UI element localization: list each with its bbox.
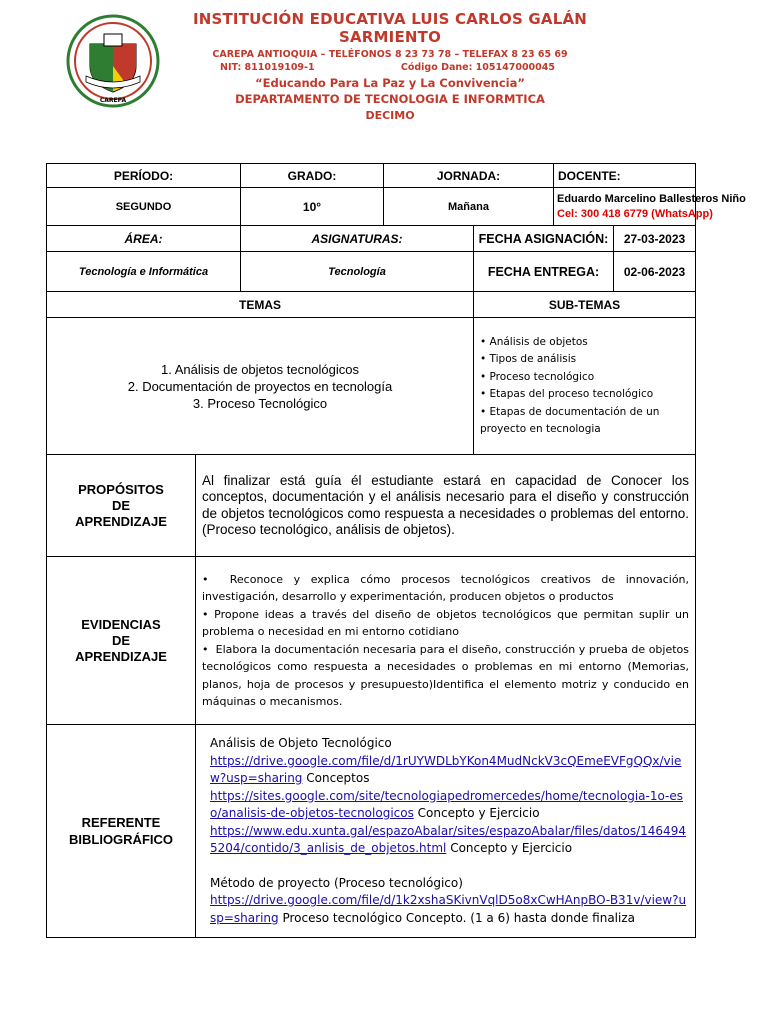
propositos-label-line: DE (111, 497, 131, 513)
subtemas-list (480, 334, 689, 439)
subtema-item: • Tipos de análisis (480, 351, 689, 369)
propositos-text: Al finalizar está guía él estudiante estará en capacidad de Conocer los conceptos, documentación y el análisis necesario para el diseño y construcción de objetos tecnológicos como respuesta a necesidades o problemas del entorno. (Proceso tecnológico, análisis de objetos). (196, 455, 696, 557)
dane-code-text: Código Dane: 105147000045 (400, 62, 555, 73)
referente-label-line: BIBLIOGRÁFICO (69, 832, 173, 847)
subtema-item: • Proceso tecnológico (480, 369, 689, 387)
fecha-entrega-value: 02-06-2023 (614, 252, 696, 292)
institution-ids (160, 62, 620, 73)
evidencias-text (196, 557, 696, 725)
tema-item: 2. Documentación de proyectos en tecnología (127, 378, 393, 394)
propositos-label (47, 455, 196, 557)
referente-entry (210, 823, 689, 858)
institution-contact: CAREPA ANTIOQUIA – TELÉFONOS 8 23 73 78 – TELEFAX 8 23 65 69 (212, 49, 568, 60)
reference-note: Concepto y Ejercicio (446, 841, 573, 855)
subtema-item: • Etapas de documentación de un proyecto en tecnologia (480, 404, 689, 439)
reference-note: Concepto y Ejercicio (413, 806, 540, 820)
subtema-item: • Análisis de objetos (480, 334, 689, 352)
referente-label (47, 725, 196, 938)
periodo-label: PERÍODO: (47, 164, 241, 188)
reference-link[interactable]: https://drive.google.com/file/d/1rUYWDLbYKon4MudNckV3cQEmeEVFgQQx/view?usp=sharing (210, 753, 682, 785)
evidencia-item: • Reconoce y explica cómo procesos tecnológicos creativos de innovación, investigación, desarrollo y experimentación, producen objetos o productos (202, 572, 690, 603)
temas-header: TEMAS (47, 292, 474, 318)
evidencia-item: • Propone ideas a través del diseño de objetos tecnológicos que permitan suplir un problema o necesidad en mi entorno cotidiano (202, 607, 690, 638)
nit-text: NIT: 811019109-1 (220, 62, 315, 73)
referente-entry (210, 788, 689, 823)
subtemas-header: SUB-TEMAS (474, 292, 696, 318)
evidencias-label-line: DE (111, 632, 131, 648)
evidencias-label (47, 557, 196, 725)
fecha-entrega-label: FECHA ENTREGA: (474, 252, 614, 292)
course-info-table (46, 163, 746, 938)
area-label: ÁREA: (47, 226, 241, 252)
department-title: DEPARTAMENTO DE TECNOLOGIA E INFORMTICA (235, 92, 545, 106)
evidencias-label-line: APRENDIZAJE (75, 648, 167, 664)
fecha-asignacion-label: FECHA ASIGNACIÓN: (474, 226, 614, 252)
reference-note: Proceso tecnológico Concepto. (1 a 6) hasta donde finaliza (278, 910, 635, 925)
asignatura-value: Tecnología (241, 252, 474, 292)
area-value: Tecnología e Informática (47, 252, 241, 292)
propositos-label-line: APRENDIZAJE (75, 513, 167, 529)
referente-entry (210, 892, 689, 927)
referente-content (196, 725, 696, 938)
periodo-value: SEGUNDO (47, 188, 241, 226)
jornada-value: Mañana (384, 188, 554, 226)
docente-name: Eduardo Marcelino Ballesteros Niño (557, 193, 746, 205)
grade-title: DECIMO (365, 109, 415, 122)
referente-entry (210, 753, 689, 788)
grado-value: 10° (241, 188, 384, 226)
evidencia-item: • Elabora la documentación necesaria para el diseño, construcción y prueba de objetos tecnológicos como respuesta a necesidades o problemas en mi entorno (Memorias, planos, hoja de procesos y presupuesto)Identifica el elemento motriz y conducido en máquinas o mecanismos. (202, 642, 690, 708)
propositos-label-line: PROPÓSITOS (78, 481, 164, 497)
subtema-item: • Etapas del proceso tecnológico (480, 386, 689, 404)
temas-list (47, 318, 474, 455)
reference-link[interactable]: https://www.edu.xunta.gal/espazoAbalar/sites/espazoAbalar/files/datos/1464945204/contido/3_anlisis_de_objetos.html (210, 823, 686, 855)
tema-item: 3. Proceso Tecnológico (192, 395, 328, 411)
document-header (0, 0, 768, 150)
header-text-block (160, 10, 620, 122)
tema-item: 1. Análisis de objetos tecnológicos (160, 361, 359, 377)
logo-caption: CAREPA (99, 97, 127, 104)
fecha-asignacion-value: 27-03-2023 (614, 226, 696, 252)
reference-link[interactable]: https://sites.google.com/site/tecnologiapedromercedes/home/tecnologia-1o-eso/analisis-de-objetos-tecnologicos (210, 788, 684, 820)
jornada-label: JORNADA: (384, 164, 554, 188)
reference-link[interactable]: https://drive.google.com/file/d/1k2xshaSKivnVqlD5o8xCwHAnpBO-B31v/view?usp=sharing (210, 893, 687, 925)
grado-label: GRADO: (241, 164, 384, 188)
school-crest-logo (66, 14, 160, 108)
institution-title: INSTITUCIÓN EDUCATIVA LUIS CARLOS GALÁN SARMIENTO (192, 10, 588, 46)
referente-label-line: REFERENTE (81, 815, 161, 830)
subtemas-cell (474, 318, 696, 455)
referente-intro: Método de proyecto (Proceso tecnológico) (210, 875, 463, 890)
referente-intro: Análisis de Objeto Tecnológico (210, 736, 392, 750)
asignaturas-label: ASIGNATURAS: (241, 226, 474, 252)
docente-cell (554, 188, 746, 226)
docente-label: DOCENTE: (554, 164, 696, 188)
evidencias-label-line: EVIDENCIAS (81, 616, 161, 632)
reference-note: Conceptos (302, 771, 370, 785)
institution-motto: “Educando Para La Paz y La Convivencia” (255, 76, 525, 90)
docente-phone: Cel: 300 418 6779 (WhatsApp) (557, 208, 713, 220)
